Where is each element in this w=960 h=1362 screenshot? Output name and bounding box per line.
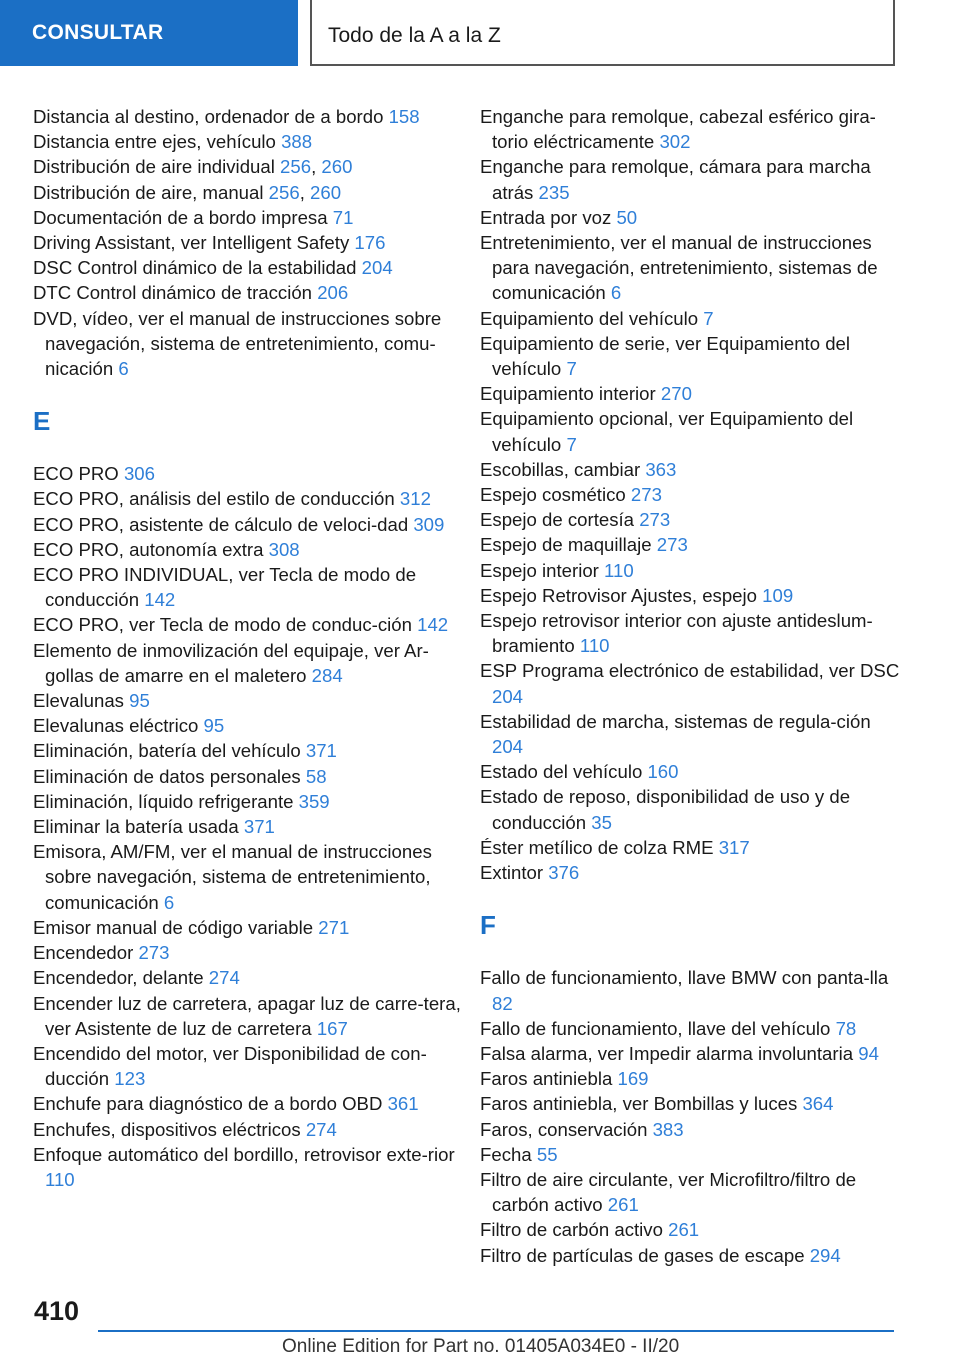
index-entry-text: ECO PRO, autonomía extra (33, 538, 264, 560)
index-entry (33, 1041, 461, 1091)
index-entry (33, 789, 461, 814)
page-references (634, 509, 670, 530)
page-references (301, 766, 327, 787)
index-entry-text: Encendedor (33, 942, 134, 964)
index-entry (33, 839, 461, 915)
page-link[interactable]: 273 (138, 942, 170, 964)
page-link[interactable]: 55 (536, 1143, 558, 1165)
index-entry (480, 1142, 900, 1167)
index-entry (33, 713, 461, 738)
index-entry (33, 814, 461, 839)
index-entry (33, 486, 461, 511)
page-link[interactable]: 294 (809, 1244, 841, 1266)
page-references: 256, 260 (268, 181, 342, 203)
index-entry (480, 1016, 900, 1041)
index-entry (33, 940, 461, 965)
index-entry (33, 154, 461, 179)
page-references (626, 484, 662, 505)
index-entry-text: Equipamiento de serie, ver Equipamiento del vehículo (480, 332, 851, 380)
page-link[interactable]: 364 (802, 1093, 834, 1115)
index-entry-text: Documentación de a bordo impresa (33, 206, 328, 228)
index-entry-text: Enfoque automático del bordillo, retrovisor exte-rior (33, 1143, 455, 1165)
page-references (139, 589, 175, 610)
index-entry (480, 104, 900, 154)
page-link[interactable]: 6 (118, 358, 129, 380)
index-entry (33, 1142, 461, 1192)
page-link[interactable]: 363 (645, 458, 677, 480)
page-references (492, 686, 523, 707)
index-entry (480, 482, 900, 507)
index-entry-text: Elevalunas (33, 690, 124, 712)
page-link[interactable]: 50 (616, 206, 638, 228)
index-entry-text: Espejo Retrovisor Ajustes, espejo (480, 584, 757, 606)
page-references (45, 1169, 75, 1190)
index-entry-text: Enganche para remolque, cabezal esférico gira-torio eléctricamente (480, 106, 876, 153)
index-entry-text: Equipamiento del vehículo (480, 307, 699, 329)
index-entry (33, 104, 461, 129)
index-entry-text: Encendedor, delante (33, 967, 204, 989)
page-link[interactable]: 95 (203, 715, 225, 737)
page-link[interactable]: 273 (630, 484, 662, 506)
index-entry (33, 915, 461, 940)
page-link[interactable]: 388 (281, 131, 313, 153)
index-entry (480, 1091, 900, 1116)
index-entry (480, 1066, 900, 1091)
index-entry-text: Distribución de aire individual (33, 156, 275, 178)
page-link[interactable]: 359 (298, 790, 330, 812)
index-entry (33, 205, 461, 230)
index-letter-heading: F (480, 910, 496, 941)
index-entry-text: Equipamiento opcional, ver Equipamiento del vehículo (480, 408, 854, 455)
page-link[interactable]: 312 (399, 488, 431, 510)
page-references (757, 585, 793, 606)
index-entry-text: Distancia al destino, ordenador de a bordo (33, 106, 384, 127)
page-references (198, 715, 224, 736)
index-entry-text: Elemento de inmovilización del equipaje, ver Ar-gollas de amarre en el maletero (33, 639, 429, 686)
page-references (293, 791, 329, 812)
index-entry (33, 764, 461, 789)
index-entry (33, 612, 461, 637)
page-link[interactable]: 317 (718, 836, 750, 858)
page-references (124, 690, 150, 711)
index-entry-text: Filtro de carbón activo (480, 1219, 663, 1241)
page-link[interactable]: 371 (305, 740, 337, 762)
page-link[interactable]: 123 (114, 1068, 146, 1090)
index-entry (33, 306, 461, 382)
page-link[interactable]: 110 (579, 635, 610, 657)
index-entry-text: Espejo de maquillaje (480, 534, 652, 556)
page-link[interactable]: 58 (305, 765, 327, 787)
page-references (276, 131, 312, 152)
page-link[interactable]: 383 (652, 1118, 684, 1140)
index-entry (33, 512, 461, 537)
page-references (382, 1093, 418, 1114)
index-entry-text: Eliminación de datos personales (33, 765, 301, 787)
page-link[interactable]: 371 (243, 816, 275, 838)
index-entry (33, 180, 461, 205)
page-link[interactable]: 176 (354, 232, 386, 254)
index-entry-text: Espejo cosmético (480, 484, 626, 506)
index-entry-text: Fallo de funcionamiento, llave del vehículo (480, 1017, 831, 1039)
page-link[interactable]: 261 (607, 1194, 639, 1216)
index-entry (480, 1217, 900, 1242)
index-entry (33, 1117, 461, 1142)
index-entry (33, 562, 461, 612)
index-entry-text: Distancia entre ejes, vehículo (33, 131, 276, 153)
index-entry (480, 406, 900, 456)
index-entry (33, 280, 461, 305)
page-references (533, 182, 569, 203)
index-entry-text: Entrada por voz (480, 206, 612, 228)
index-column-right (480, 104, 900, 1268)
page-link[interactable]: 78 (835, 1017, 857, 1039)
page-link[interactable]: 169 (617, 1068, 649, 1090)
index-entry (480, 1117, 900, 1142)
index-entry (480, 1041, 900, 1066)
page-link[interactable]: 302 (659, 131, 691, 153)
index-entry-text: Filtro de aire circulante, ver Microfiltro/filtro de carbón activo (480, 1168, 857, 1216)
page-references (663, 1219, 699, 1240)
index-entry (480, 784, 900, 834)
index-entry (480, 608, 900, 658)
page-references (611, 207, 637, 228)
index-entry (480, 658, 900, 708)
page-link[interactable]: 167 (316, 1017, 348, 1039)
page-link[interactable]: 158 (388, 106, 420, 127)
page-references (263, 539, 299, 560)
page-link[interactable]: 306 (123, 463, 155, 485)
page-references (312, 282, 348, 303)
index-entry-text: Entretenimiento, ver el manual de instrucciones para navegación, entretenimiento, sistemas de comunicación (480, 232, 878, 304)
index-column-left (33, 104, 461, 1192)
index-entry-text: Encender luz de carretera, apagar luz de carre-tera, ver Asistente de luz de carretera (33, 992, 461, 1039)
index-entry (480, 965, 900, 1015)
page-references (805, 1245, 841, 1266)
index-entry-text: Falsa alarma, ver Impedir alarma involuntaria (480, 1042, 854, 1064)
page-link[interactable]: 82 (492, 992, 513, 1014)
index-entry-text: DVD, vídeo, ver el manual de instrucciones sobre navegación, sistema de entretenimiento, comu-nicación (33, 307, 442, 380)
page-references (492, 736, 523, 757)
page-references (640, 459, 676, 480)
page-references (301, 1119, 337, 1140)
index-entry-text: Eliminar la batería usada (33, 816, 239, 838)
page-link[interactable]: 204 (492, 736, 524, 758)
edition-note: Online Edition for Part no. 01405A034E0 - II/20 (282, 1336, 680, 1357)
page-link[interactable]: 271 (318, 916, 350, 938)
index-entry (480, 1243, 900, 1268)
index-entry-text: Éster metílico de colza RME (480, 836, 714, 858)
page-link[interactable]: 7 (566, 433, 577, 455)
index-entry (480, 381, 900, 406)
index-entry-text: Enganche para remolque, cámara para marcha atrás (480, 156, 871, 203)
index-entry-text: Eliminación, líquido refrigerante (33, 790, 294, 812)
index-letter-heading: E (33, 406, 51, 437)
index-entry (33, 738, 461, 763)
page-link[interactable]: 274 (305, 1118, 337, 1140)
index-entry (480, 230, 900, 306)
page-link[interactable]: 235 (538, 181, 570, 203)
index-entry-text: Espejo de cortesía (480, 509, 635, 531)
index-entry (33, 991, 461, 1041)
index-entry-text: ECO PRO, ver Tecla de modo de conduc-ción (33, 614, 412, 636)
page-header (0, 0, 960, 66)
page-references (301, 740, 337, 761)
index-entry (480, 583, 900, 608)
page-references (395, 488, 431, 509)
index-entry-text: Estado del vehículo (480, 761, 643, 783)
index-entry-text: Emisora, AM/FM, ver el manual de instrucciones sobre navegación, sistema de entretenimiento, comunicación (33, 841, 432, 913)
footer-divider (98, 1330, 894, 1332)
page-link[interactable]: 110 (604, 559, 634, 581)
index-entry-text: Equipamiento interior (480, 383, 656, 405)
page-references (561, 434, 577, 455)
page-link[interactable]: 6 (610, 282, 622, 304)
index-entry-text: ESP Programa electrónico de estabilidad, ver DSC (480, 660, 900, 682)
index-entry-text: Faros, conservación (480, 1118, 648, 1140)
page-references (698, 308, 714, 329)
index-entry-text: Fecha (480, 1143, 532, 1165)
page-link[interactable]: 204 (361, 257, 393, 279)
page-references (714, 837, 750, 858)
index-entry (33, 230, 461, 255)
page-references (492, 993, 513, 1014)
index-entry-text: Eliminación, batería del vehículo (33, 740, 301, 762)
page-link[interactable]: 35 (591, 811, 612, 833)
index-entry-text: DTC Control dinámico de tracción (33, 282, 313, 304)
page-references (408, 514, 444, 535)
index-entry-text: Enchufe para diagnóstico de a bordo OBD (33, 1093, 383, 1115)
page-references (654, 131, 690, 152)
page-references (113, 358, 129, 379)
index-entry-text: Espejo interior (480, 559, 599, 581)
page-references (312, 1018, 348, 1039)
page-link[interactable]: 274 (208, 967, 240, 989)
index-entry-text: Faros antiniebla (480, 1068, 613, 1090)
page-references (561, 358, 577, 379)
index-entry-text: ECO PRO INDIVIDUAL, ver Tecla de modo de conducción (33, 564, 417, 611)
index-entry-text: Extintor (480, 862, 544, 884)
page-references (642, 761, 678, 782)
index-entry-text: ECO PRO, asistente de cálculo de veloci-dad (33, 513, 409, 535)
index-entry-text: Estabilidad de marcha, sistemas de regula-ción (480, 710, 871, 732)
index-entry (480, 860, 900, 885)
chapter-title: Todo de la A a la Z (310, 0, 895, 66)
page-references (656, 383, 692, 404)
page-link[interactable]: 260 (310, 181, 342, 203)
page-link[interactable]: 256 (268, 181, 300, 203)
page-references (119, 463, 155, 484)
index-entry-text: Faros antiniebla, ver Bombillas y luces (480, 1093, 798, 1115)
page-link[interactable]: 204 (492, 685, 524, 707)
page-references (349, 232, 385, 253)
index-entry (480, 205, 900, 230)
index-entry-text: Distribución de aire, manual (33, 181, 264, 203)
index-entry (33, 537, 461, 562)
page-references (383, 106, 419, 127)
page-references (543, 862, 579, 883)
page-references (109, 1068, 145, 1089)
page-link[interactable]: 256 (280, 156, 312, 178)
page-references (599, 560, 634, 581)
page-references (239, 816, 275, 837)
index-entry (33, 255, 461, 280)
page-link[interactable]: 309 (413, 513, 445, 535)
index-entry (480, 507, 900, 532)
page-link[interactable]: 94 (858, 1042, 879, 1064)
index-entry (33, 965, 461, 990)
index-entry-text: Filtro de partículas de gases de escape (480, 1244, 805, 1266)
index-entry-text: Estado de reposo, disponibilidad de uso y de conducción (480, 786, 851, 833)
index-entry-text: Elevalunas eléctrico (33, 715, 199, 737)
page-link[interactable]: 206 (317, 282, 349, 304)
page-link[interactable]: 142 (417, 614, 449, 636)
page-references (575, 635, 610, 656)
index-entry (33, 129, 461, 154)
page-references (204, 967, 240, 988)
page-references (797, 1093, 833, 1114)
page-references (133, 942, 169, 963)
index-entry (33, 638, 461, 688)
page-link[interactable]: 95 (129, 690, 150, 712)
page-link[interactable]: 109 (762, 584, 794, 606)
page-references (412, 614, 448, 635)
index-entry (480, 558, 900, 583)
index-entry-text: Driving Assistant, ver Intelligent Safety (33, 232, 350, 254)
page-link[interactable]: 7 (566, 358, 577, 380)
index-entry (480, 532, 900, 557)
index-entry-text: Encendido del motor, ver Disponibilidad de con-ducción (33, 1042, 427, 1090)
page-references (328, 207, 354, 228)
page-link[interactable]: 71 (332, 206, 354, 228)
page-link[interactable]: 260 (321, 156, 353, 178)
page-link[interactable]: 273 (656, 534, 688, 556)
page-references (357, 257, 393, 278)
section-tab[interactable]: CONSULTAR (0, 0, 298, 66)
index-entry (33, 1091, 461, 1116)
page-references (652, 534, 688, 555)
page-references (586, 812, 612, 833)
index-entry-text: Enchufes, dispositivos eléctricos (33, 1118, 301, 1140)
page-references (647, 1119, 683, 1140)
page-references (313, 917, 349, 938)
index-entry-text: Escobillas, cambiar (480, 458, 641, 480)
index-entry-text: DSC Control dinámico de la estabilidad (33, 257, 357, 279)
page-link[interactable]: 142 (144, 589, 176, 611)
page-link[interactable]: 284 (311, 664, 343, 686)
index-entry (480, 835, 900, 860)
page-references (532, 1144, 558, 1165)
index-entry-text: Fallo de funcionamiento, llave BMW con panta-lla (480, 967, 889, 989)
page-link[interactable]: 261 (668, 1219, 700, 1241)
page-link[interactable]: 110 (45, 1168, 75, 1190)
index-entry-text: ECO PRO, análisis del estilo de conducción (33, 488, 395, 510)
page-link[interactable]: 361 (387, 1093, 419, 1115)
page-references: 256, 260 (280, 156, 353, 178)
index-entry (33, 461, 461, 486)
page-link[interactable]: 270 (660, 383, 692, 405)
page-number: 410 (34, 1296, 80, 1326)
page-link[interactable]: 6 (163, 891, 175, 913)
page-link[interactable]: 308 (268, 538, 300, 560)
page-references (159, 892, 175, 913)
index-entry-text: Espejo retrovisor interior con ajuste antideslum-bramiento (480, 610, 873, 657)
page-references (606, 282, 622, 303)
index-entry (480, 331, 900, 381)
index-entry (480, 759, 900, 784)
page-references (306, 665, 342, 686)
index-entry (480, 306, 900, 331)
page-references (830, 1018, 856, 1039)
index-entry (480, 1167, 900, 1217)
index-entry (33, 688, 461, 713)
index-entry (480, 457, 900, 482)
page-link[interactable]: 273 (639, 509, 671, 531)
page-link[interactable]: 376 (548, 862, 580, 884)
index-entry (480, 154, 900, 204)
page-references (603, 1194, 639, 1215)
page-link[interactable]: 160 (647, 761, 679, 783)
page-references (612, 1068, 648, 1089)
index-entry-text: Emisor manual de código variable (33, 916, 314, 938)
index-entry-text: ECO PRO (33, 463, 119, 485)
page-link[interactable]: 7 (703, 307, 714, 329)
page-references (853, 1043, 879, 1064)
index-entry (480, 709, 900, 759)
